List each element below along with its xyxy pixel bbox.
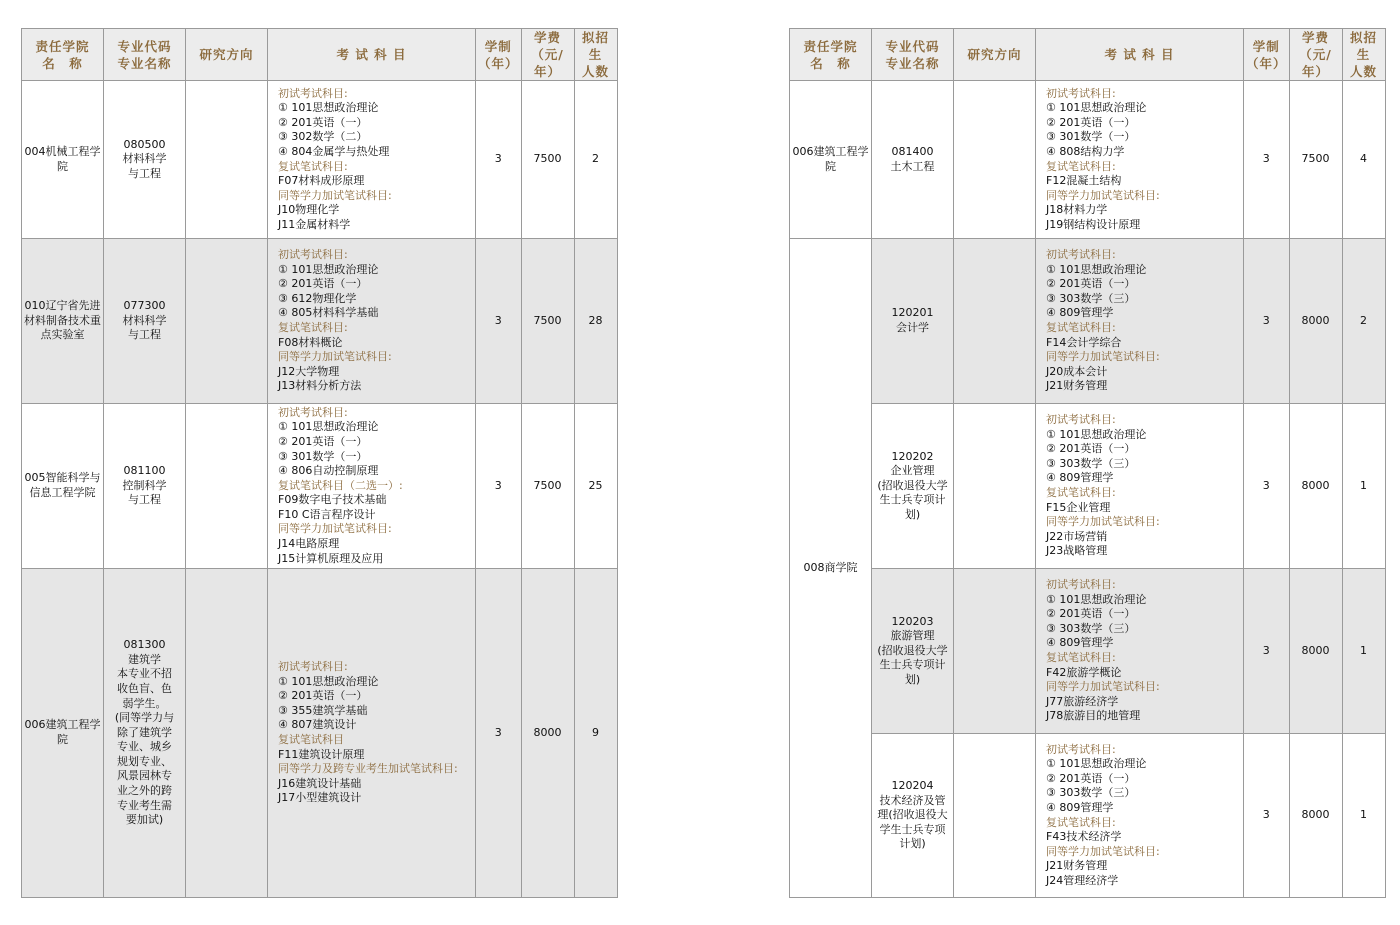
subjects-cell	[268, 404, 476, 569]
subject-item: J10物理化学	[278, 203, 340, 217]
cell-line: 智能科学与信	[29, 471, 101, 499]
subject-section-label: 初试考试科目:	[278, 405, 348, 419]
major-cell	[872, 404, 954, 569]
cell-line: 081400	[891, 144, 934, 158]
subject-section-label: 初试考试科目:	[278, 660, 348, 674]
admission-table-right	[789, 28, 1386, 898]
college-cell	[22, 404, 104, 569]
subject-section-label: 同等学力加试笔试科目:	[1046, 844, 1160, 858]
cell-line: 企业管理	[890, 464, 935, 478]
cell-line: 除了建筑学	[117, 725, 172, 739]
cell-line: 会计学	[896, 321, 929, 334]
subject-item: J17小型建筑设计	[278, 791, 362, 805]
cell-line: 材料科学	[122, 313, 167, 327]
subject-item: J14电路原理	[278, 537, 340, 551]
subject-item: ③ 302数学（二）	[278, 130, 368, 144]
subject-item: ④ 808结构力学	[1046, 144, 1125, 158]
cell-line: 划)	[904, 507, 921, 521]
fee-cell: 8000	[1289, 734, 1342, 898]
subject-section-label: 同等学力加试笔试科目:	[1046, 515, 1160, 529]
subject-section-label: 同等学力加试笔试科目:	[278, 522, 392, 536]
cell-line: 与工程	[128, 166, 161, 180]
subject-item: F11建筑设计原理	[278, 747, 365, 761]
subject-section-label: 复试笔试科目:	[1046, 651, 1116, 664]
header-line: 责任学院	[35, 38, 90, 54]
cell-line: 080500	[123, 137, 166, 151]
cell-line: 专业考生需	[117, 798, 172, 812]
subject-item: ② 201英语（一）	[278, 115, 368, 129]
subject-item: ① 101思想政治理论	[1046, 101, 1147, 115]
header-line: 专业名称	[885, 55, 940, 71]
direction-cell	[954, 404, 1036, 569]
subject-item: J16建筑设计基础	[278, 776, 362, 790]
header-quota	[1342, 29, 1385, 81]
header-line: 学制	[1252, 38, 1280, 54]
quota-cell: 25	[574, 404, 617, 569]
header-row	[22, 29, 618, 81]
subject-item: ④ 806自动控制原理	[278, 464, 379, 478]
subject-item: ② 201英语（一）	[1046, 771, 1136, 785]
subjects-cell	[1036, 239, 1244, 404]
cell-line: 材料科学	[122, 152, 167, 166]
direction-cell	[954, 239, 1036, 404]
years-cell: 3	[1244, 734, 1290, 898]
fee-cell: 7500	[521, 239, 574, 404]
subject-item: ④ 804金属学与热处理	[278, 144, 390, 158]
college-cell	[22, 81, 104, 239]
subject-item: J19钢结构设计原理	[1046, 217, 1141, 231]
header-fee	[1289, 29, 1342, 81]
subject-item: ④ 809管理学	[1046, 306, 1114, 320]
subject-section-label: 初试考试科目:	[1046, 742, 1116, 756]
direction-cell	[186, 239, 268, 404]
subject-item: J23战略管理	[1046, 544, 1108, 558]
subject-section-label: 同等学力加试笔试科目:	[1046, 188, 1160, 202]
header-line: （元/年）	[531, 47, 564, 79]
subject-item: ③ 355建筑学基础	[278, 703, 368, 717]
program-row	[22, 239, 618, 404]
subject-section-label: 复试笔试科目（二选一）:	[278, 478, 403, 492]
years-cell: 3	[1244, 81, 1290, 239]
cell-line: 建筑学	[128, 652, 161, 666]
header-direction: 研究方向	[186, 29, 268, 81]
cell-line: 业之外的跨	[117, 784, 172, 798]
cell-line: 077300	[123, 299, 166, 313]
subject-section-label: 复试笔试科目:	[1046, 815, 1116, 829]
quota-cell: 2	[574, 81, 617, 239]
cell-line: 120203	[891, 614, 934, 628]
years-cell: 3	[476, 404, 522, 569]
cell-line: 081100	[123, 464, 166, 478]
header-subjects: 考 试 科 目	[268, 29, 476, 81]
header-line: （年）	[1246, 55, 1287, 71]
subject-section-label: 复试笔试科目:	[1046, 321, 1116, 334]
admission-table-left	[21, 28, 618, 898]
subject-item: ③ 303数学（三）	[1046, 786, 1136, 800]
quota-cell: 1	[1342, 404, 1385, 569]
header-line: 专业代码	[885, 38, 940, 54]
header-years	[476, 29, 522, 81]
header-subjects: 考 试 科 目	[1036, 29, 1244, 81]
header-line: 学费	[534, 30, 562, 45]
subject-item: F42旅游学概论	[1046, 665, 1122, 679]
subject-item: J78旅游目的地管理	[1046, 709, 1141, 723]
header-line: 学制	[484, 38, 512, 54]
subject-item: ① 101思想政治理论	[278, 101, 379, 115]
subject-item: ③ 301数学（一）	[278, 449, 368, 463]
cell-line: 008	[803, 560, 825, 574]
subject-item: F08材料概论	[278, 335, 343, 349]
cell-line: 弱学生。	[122, 696, 167, 710]
cell-line: 商学院	[824, 560, 858, 574]
subject-section-label: 初试考试科目:	[1046, 413, 1116, 427]
header-line: 名 称	[810, 55, 851, 71]
subject-item: ② 201英语（一）	[278, 277, 368, 291]
cell-line: 料制备技术重	[35, 313, 101, 327]
fee-cell: 7500	[1289, 81, 1342, 239]
major-cell	[872, 81, 954, 239]
cell-line: 004	[24, 144, 46, 158]
header-major	[872, 29, 954, 81]
cell-line: 计划)	[899, 837, 926, 851]
cell-line: 本专业不招	[117, 667, 172, 681]
cell-line: 理(招收退役大	[877, 808, 948, 822]
header-line: 人数	[582, 64, 610, 79]
subject-item: F07材料成形原理	[278, 174, 365, 188]
fee-cell: 7500	[521, 404, 574, 569]
subject-section-label: 复试笔试科目:	[1046, 486, 1116, 499]
fee-cell: 7500	[521, 81, 574, 239]
quota-cell: 4	[1342, 81, 1385, 239]
college-cell	[790, 81, 872, 239]
subject-item: ④ 809管理学	[1046, 636, 1114, 650]
header-college	[22, 29, 104, 81]
program-row	[22, 81, 618, 239]
subject-item: ① 101思想政治理论	[278, 420, 379, 434]
subject-item: ② 201英语（一）	[1046, 115, 1136, 129]
subjects-cell	[1036, 404, 1244, 569]
program-row	[790, 404, 1386, 569]
header-line: （元/年）	[1299, 47, 1332, 79]
subject-item: ① 101思想政治理论	[1046, 592, 1147, 606]
program-row	[790, 239, 1386, 404]
subject-item: F09数字电子技术基础	[278, 493, 387, 507]
header-line: 责任学院	[803, 38, 858, 54]
cell-line: (同等学力与	[114, 711, 175, 725]
direction-cell	[954, 734, 1036, 898]
cell-line: 010	[24, 299, 46, 313]
cell-line: 081300	[123, 638, 166, 652]
cell-line: 生士兵专项计	[879, 658, 946, 672]
direction-cell	[186, 81, 268, 239]
subject-item: ② 201英语（一）	[278, 434, 368, 448]
header-line: 名 称	[42, 55, 83, 71]
cell-line: 风景园林专	[117, 769, 172, 783]
cell-line: 005	[24, 471, 46, 485]
header-major	[104, 29, 186, 81]
subject-item: F14会计学综合	[1046, 335, 1122, 349]
years-cell: 3	[1244, 569, 1290, 734]
program-row	[790, 569, 1386, 734]
cell-line: 划)	[904, 672, 921, 686]
years-cell: 3	[476, 569, 522, 898]
header-quota	[574, 29, 617, 81]
direction-cell	[186, 404, 268, 569]
cell-line: 土木工程	[890, 159, 935, 173]
subject-section-label: 复试笔试科目	[278, 733, 344, 746]
major-cell	[104, 569, 186, 898]
subject-section-label: 同等学力加试笔试科目:	[278, 350, 392, 364]
quota-cell: 1	[1342, 734, 1385, 898]
subject-item: J12大学物理	[278, 364, 340, 378]
subjects-cell	[1036, 734, 1244, 898]
subject-item: J13材料分析方法	[278, 379, 362, 393]
cell-line: 120202	[891, 449, 934, 463]
cell-line: 与工程	[128, 493, 161, 507]
subject-item: ④ 807建筑设计	[278, 718, 357, 732]
header-college	[790, 29, 872, 81]
subject-section-label: 同等学力加试笔试科目:	[278, 188, 392, 202]
cell-line: 学生士兵专项	[879, 822, 946, 836]
subjects-cell	[268, 81, 476, 239]
subject-item: F15企业管理	[1046, 500, 1111, 514]
subject-item: ④ 805材料科学基础	[278, 306, 379, 320]
cell-line: 技术经济及管	[879, 793, 946, 807]
subject-item: J21财务管理	[1046, 859, 1108, 873]
college-cell	[22, 239, 104, 404]
direction-cell	[954, 569, 1036, 734]
subjects-cell	[268, 569, 476, 898]
subject-item: ③ 301数学（一）	[1046, 130, 1136, 144]
program-row	[22, 569, 618, 898]
cell-line: 建筑工程学院	[813, 144, 869, 173]
subject-item: ② 201英语（一）	[1046, 277, 1136, 291]
header-fee	[521, 29, 574, 81]
fee-cell: 8000	[1289, 404, 1342, 569]
subjects-cell	[268, 239, 476, 404]
header-line: 拟招生	[582, 30, 610, 62]
cell-line: 要加试)	[125, 813, 164, 827]
subject-section-label: 初试考试科目:	[1046, 248, 1116, 262]
cell-line: 收色盲、色	[117, 681, 172, 695]
fee-cell: 8000	[521, 569, 574, 898]
subject-item: F10 C语言程序设计	[278, 507, 376, 521]
header-row	[790, 29, 1386, 81]
quota-cell: 28	[574, 239, 617, 404]
cell-line: 辽宁省先进材	[24, 299, 101, 327]
major-cell	[872, 734, 954, 898]
header-line: （年）	[478, 55, 519, 71]
subject-item: J22市场营销	[1046, 529, 1108, 543]
cell-line: 专业、城乡	[117, 740, 172, 754]
cell-line: 006	[24, 718, 46, 732]
cell-line: 006	[792, 144, 814, 158]
major-cell	[104, 404, 186, 569]
subject-item: J11金属材料学	[278, 217, 351, 231]
subject-item: F43技术经济学	[1046, 830, 1122, 844]
subject-section-label: 同等学力加试笔试科目:	[1046, 680, 1160, 694]
program-row	[790, 734, 1386, 898]
direction-cell	[954, 81, 1036, 239]
cell-line: 规划专业、	[117, 754, 172, 768]
program-row	[790, 81, 1386, 239]
subject-item: J24管理经济学	[1046, 873, 1119, 887]
subject-item: J15计算机原理及应用	[278, 551, 384, 565]
subject-item: J20成本会计	[1046, 364, 1108, 378]
years-cell: 3	[476, 239, 522, 404]
cell-line: 息工程学院	[40, 486, 96, 499]
subject-item: J21财务管理	[1046, 379, 1108, 393]
cell-line: 机械工程学院	[45, 144, 101, 173]
cell-line: (招收退役大学	[877, 643, 948, 657]
subject-item: ① 101思想政治理论	[1046, 427, 1147, 441]
quota-cell: 2	[1342, 239, 1385, 404]
years-cell: 3	[1244, 404, 1290, 569]
subject-section-label: 复试笔试科目:	[1046, 159, 1116, 173]
major-cell	[872, 239, 954, 404]
direction-cell	[186, 569, 268, 898]
subject-section-label: 初试考试科目:	[278, 248, 348, 262]
years-cell: 3	[1244, 239, 1290, 404]
subject-section-label: 初试考试科目:	[1046, 578, 1116, 592]
subject-item: ③ 303数学（三）	[1046, 621, 1136, 635]
cell-line: (招收退役大学	[877, 478, 948, 492]
subject-item: ① 101思想政治理论	[278, 262, 379, 276]
subject-item: ④ 809管理学	[1046, 800, 1114, 814]
header-line: 专业代码	[117, 38, 172, 54]
subject-section-label: 复试笔试科目:	[278, 159, 348, 173]
quota-cell: 9	[574, 569, 617, 898]
cell-line: 控制科学	[122, 478, 167, 492]
program-row	[22, 404, 618, 569]
major-cell	[104, 239, 186, 404]
subject-item: ① 101思想政治理论	[1046, 757, 1147, 771]
college-cell-merged	[790, 239, 872, 898]
subject-item: ① 101思想政治理论	[278, 674, 379, 688]
header-line: 学费	[1302, 30, 1330, 45]
cell-line: 120204	[891, 779, 934, 793]
cell-line: 120201	[891, 306, 934, 320]
subject-item: J77旅游经济学	[1046, 694, 1119, 708]
subject-section-label: 初试考试科目:	[1046, 86, 1116, 100]
cell-line: 建筑工程学院	[45, 718, 101, 746]
subject-section-label: 复试笔试科目:	[278, 321, 348, 334]
subject-item: F12混凝土结构	[1046, 174, 1122, 188]
subject-item: ④ 809管理学	[1046, 471, 1114, 485]
subject-item: ② 201英语（一）	[1046, 607, 1136, 621]
fee-cell: 8000	[1289, 239, 1342, 404]
header-line: 人数	[1350, 64, 1378, 79]
header-years	[1244, 29, 1290, 81]
college-cell	[22, 569, 104, 898]
subject-item: J18材料力学	[1046, 203, 1108, 217]
header-line: 专业名称	[117, 55, 172, 71]
header-line: 拟招生	[1350, 30, 1378, 62]
major-cell	[104, 81, 186, 239]
subjects-cell	[1036, 569, 1244, 734]
subject-item: ① 101思想政治理论	[1046, 262, 1147, 276]
fee-cell: 8000	[1289, 569, 1342, 734]
header-direction: 研究方向	[954, 29, 1036, 81]
cell-line: 与工程	[128, 328, 161, 342]
cell-line: 点实验室	[40, 328, 85, 342]
major-cell	[872, 569, 954, 734]
subject-item: ③ 612物理化学	[278, 291, 357, 305]
subject-item: ③ 303数学（三）	[1046, 291, 1136, 305]
subject-section-label: 初试考试科目:	[278, 86, 348, 100]
subject-item: ③ 303数学（三）	[1046, 456, 1136, 470]
subject-item: ② 201英语（一）	[278, 689, 368, 703]
subject-item: ② 201英语（一）	[1046, 442, 1136, 456]
subjects-cell	[1036, 81, 1244, 239]
subject-section-label: 同等学力及跨专业考生加试笔试科目:	[278, 762, 458, 776]
cell-line: 生士兵专项计	[879, 493, 946, 507]
cell-line: 旅游管理	[890, 629, 935, 643]
years-cell: 3	[476, 81, 522, 239]
subject-section-label: 同等学力加试笔试科目:	[1046, 350, 1160, 364]
quota-cell: 1	[1342, 569, 1385, 734]
